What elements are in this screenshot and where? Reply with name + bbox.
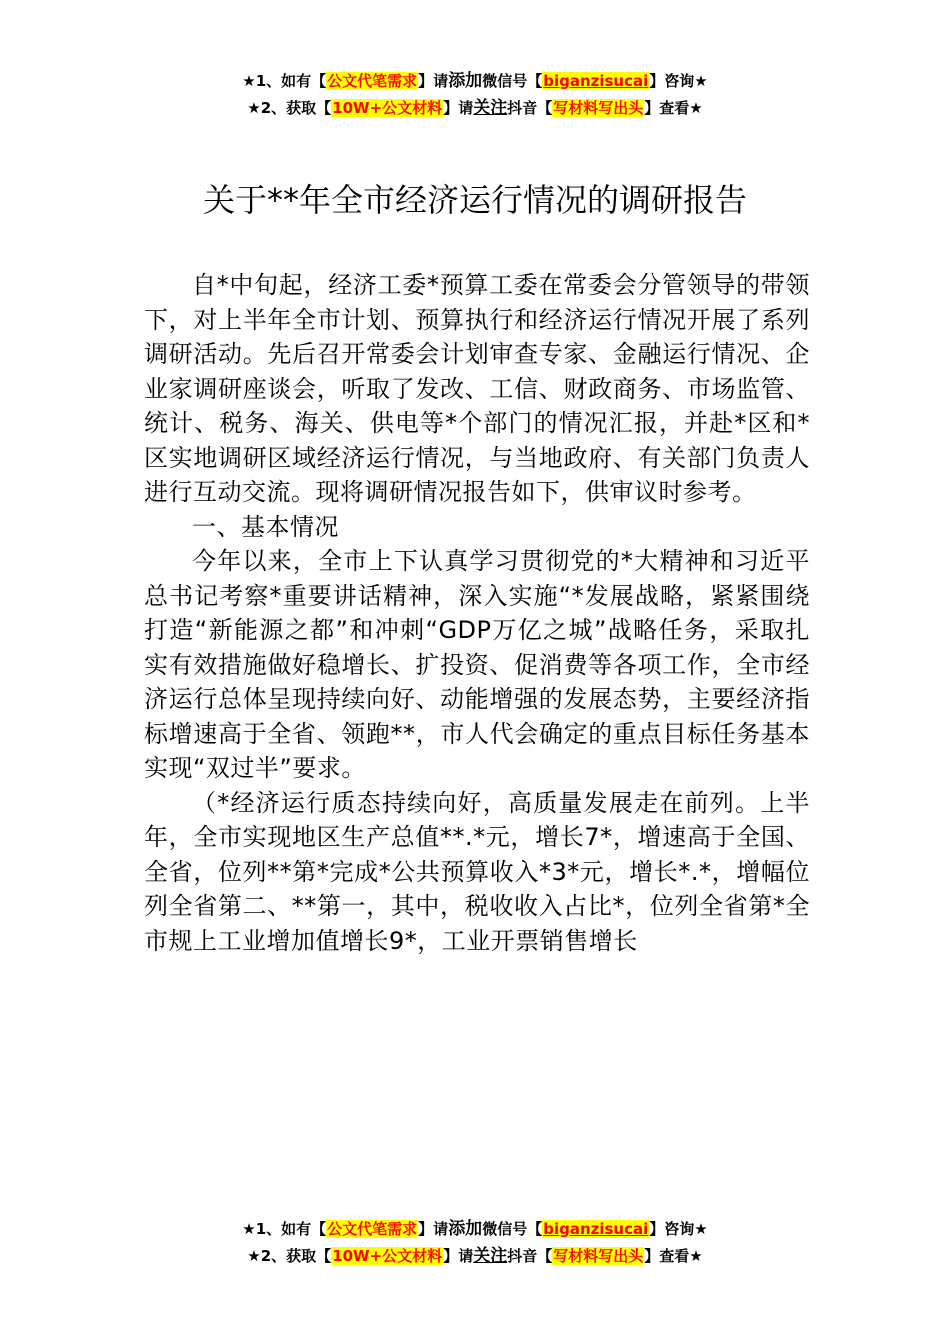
promo-emphasis: 添加 <box>448 71 483 91</box>
promo-text: 】查看★ <box>644 99 703 117</box>
top-promo-banner <box>0 68 950 122</box>
wechat-id-link[interactable]: biganzisucai <box>543 72 649 90</box>
promo-line-1 <box>0 1216 950 1243</box>
section-heading: 一、基本情况 <box>192 512 339 541</box>
promo-text: 】请 <box>418 72 449 90</box>
promo-text: ★2、获取【 <box>247 99 332 117</box>
promo-highlight: 10W+公文材料 <box>332 99 443 117</box>
promo-highlight: 10W+公文材料 <box>332 1247 443 1265</box>
promo-line-2 <box>0 1243 950 1270</box>
paragraph-intro: 自*中旬起，经济工委*预算工委在常委会分管领导的带领下，对上半年全市计划、预算执行和经济运行情况开展了系列调研活动。先后召开常委会计划审查专家、金融运行情况、企业家调研座谈会，听取了发改、工信、财政商务、市场监管、统计、税务、海关、供电等*个部门的情况汇报，并赴*区和*区实地调研区域经济运行情况，与当地政府、有关部门负责人进行互动交流。现将调研情况报告如下，供审议时参考。 <box>144 271 810 506</box>
document-title: 关于**年全市经济运行情况的调研报告 <box>202 181 747 219</box>
wechat-id-link[interactable]: biganzisucai <box>543 1220 649 1238</box>
promo-line-2 <box>0 95 950 122</box>
promo-text: ★1、如有【 <box>242 72 327 90</box>
promo-highlight: 公文代笔需求 <box>327 72 418 90</box>
douyin-account-highlight[interactable]: 写材料写出头 <box>553 1247 644 1265</box>
paragraph-economy: （*经济运行质态持续向好，高质量发展走在前列。上半年，全市实现地区生产总值**.*元，增长7*，增速高于全国、全省，位列**第*完成*公共预算收入*3*元，增长*.*，增幅位列全省第二、**第一，其中，税收收入占比*，位列全省第*全市规上工业增加值增长9*，工业开票销售增长 <box>144 788 810 955</box>
bottom-promo-banner <box>0 1216 950 1270</box>
document-body <box>144 268 810 958</box>
douyin-account-highlight[interactable]: 写材料写出头 <box>553 99 644 117</box>
promo-emphasis: 关注 <box>473 98 508 118</box>
promo-text: 微信号【 <box>482 72 543 90</box>
promo-text: ★1、如有【 <box>242 1220 327 1238</box>
promo-text: 抖音【 <box>507 99 553 117</box>
promo-text: 】咨询★ <box>649 72 708 90</box>
promo-text: ★2、获取【 <box>247 1247 332 1265</box>
promo-text: 】请 <box>443 1247 474 1265</box>
promo-text: 微信号【 <box>482 1220 543 1238</box>
promo-text: 】请 <box>443 99 474 117</box>
promo-emphasis: 关注 <box>473 1246 508 1266</box>
promo-text: 抖音【 <box>507 1247 553 1265</box>
promo-line-1 <box>0 68 950 95</box>
promo-text: 】查看★ <box>644 1247 703 1265</box>
promo-highlight: 公文代笔需求 <box>327 1220 418 1238</box>
promo-text: 】请 <box>418 1220 449 1238</box>
promo-text: 】咨询★ <box>649 1220 708 1238</box>
promo-emphasis: 添加 <box>448 1219 483 1239</box>
paragraph-overview: 今年以来，全市上下认真学习贯彻党的*大精神和习近平总书记考察*重要讲话精神，深入实施“*发展战略，紧紧围绕打造“新能源之都”和冲刺“GDP万亿之城”战略任务，采取扎实有效措施做好稳增长、扩投资、促消费等各项工作，全市经济运行总体呈现持续向好、动能增强的发展态势，主要经济指标增速高于全省、领跑**，市人代会确定的重点目标任务基本实现“双过半”要求。 <box>144 547 810 782</box>
